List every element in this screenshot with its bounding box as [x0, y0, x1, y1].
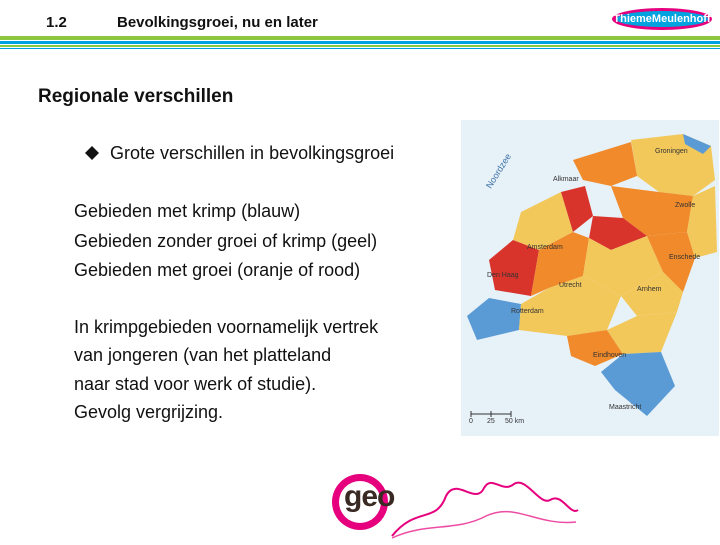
- geo-logo: [326, 466, 582, 540]
- publisher-logo-text: ThiemeMeulenhoff: [613, 13, 711, 25]
- map-label-amsterdam: Amsterdam: [527, 244, 563, 251]
- map-label-rotterdam: Rotterdam: [511, 308, 544, 315]
- map-label-sea: Noordzee: [483, 151, 514, 191]
- thiememeulenhoff-logo: [610, 6, 714, 32]
- header-stripes: [0, 36, 720, 56]
- map-label-den-haag: Den Haag: [487, 272, 519, 279]
- map-label-eindhoven: Eindhoven: [593, 352, 627, 359]
- slide-title: Regionale verschillen: [38, 86, 234, 107]
- map-label-zwolle: Zwolle: [675, 202, 696, 209]
- map-label-utrecht: Utrecht: [559, 282, 582, 289]
- legend-line-geen-groei: Gebieden zonder groei of krimp (geel): [74, 231, 378, 251]
- paragraph-line-4: Gevolg vergrijzing.: [74, 402, 224, 422]
- paragraph-line-1: In krimpgebieden voornamelijk vertrek: [74, 317, 379, 337]
- scale-label-50: 50 km: [505, 418, 525, 425]
- map-label-maastricht: Maastricht: [609, 404, 642, 411]
- slide-header: [0, 0, 720, 52]
- section-title: Bevolkingsgroei, nu en later: [117, 14, 318, 31]
- map-label-groningen: Groningen: [655, 148, 688, 155]
- bullet-text: Grote verschillen in bevolkingsgroei: [110, 143, 395, 163]
- legend-line-krimp: Gebieden met krimp (blauw): [74, 201, 301, 221]
- netherlands-population-map: [461, 120, 719, 436]
- section-number: 1.2: [46, 14, 67, 31]
- diamond-bullet-icon: [85, 146, 99, 160]
- map-label-enschede: Enschede: [669, 254, 701, 261]
- map-label-arnhem: Arnhem: [637, 286, 662, 293]
- map-label-alkmaar: Alkmaar: [553, 176, 579, 183]
- scale-label-25: 25: [487, 418, 495, 425]
- paragraph-line-2: van jongeren (van het platteland: [74, 345, 332, 365]
- legend-line-groei: Gebieden met groei (oranje of rood): [74, 260, 361, 280]
- geo-logo-text: geo: [344, 480, 395, 513]
- paragraph-line-3: naar stad voor werk of studie).: [74, 374, 317, 394]
- scale-label-0: 0: [469, 418, 473, 425]
